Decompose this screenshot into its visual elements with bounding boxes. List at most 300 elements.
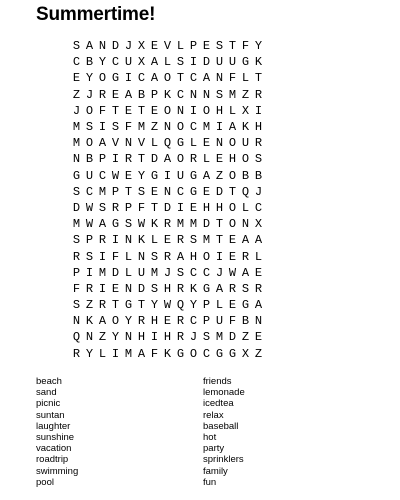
grid-letter: D <box>163 200 172 215</box>
grid-letter: M <box>150 265 159 280</box>
grid-letter: N <box>124 281 133 296</box>
grid-letter: R <box>176 233 185 248</box>
grid-letter: A <box>202 71 211 86</box>
grid-letter: L <box>202 152 211 167</box>
grid-letter: K <box>189 281 198 296</box>
grid-row <box>70 54 330 70</box>
grid-letter: G <box>150 168 159 183</box>
grid-letter: C <box>189 314 198 329</box>
grid-letter: M <box>72 120 81 135</box>
grid-letter: R <box>176 314 185 329</box>
grid-letter: L <box>228 103 237 118</box>
page-title: Summertime! <box>36 4 156 25</box>
grid-letter: H <box>215 200 224 215</box>
grid-letter: F <box>111 249 120 264</box>
grid-letter: F <box>72 281 81 296</box>
grid-letter: X <box>241 346 250 361</box>
grid-letter: I <box>111 233 120 248</box>
grid-letter: S <box>124 217 133 232</box>
grid-letter: N <box>124 136 133 151</box>
grid-letter: T <box>228 39 237 54</box>
grid-row <box>70 281 330 297</box>
grid-letter: C <box>189 265 198 280</box>
grid-letter: Z <box>254 346 263 361</box>
grid-letter: V <box>111 136 120 151</box>
grid-letter: G <box>241 298 250 313</box>
grid-letter: E <box>215 152 224 167</box>
grid-letter: B <box>241 168 250 183</box>
grid-letter: A <box>98 136 107 151</box>
grid-letter: N <box>98 39 107 54</box>
word-list-item: party <box>203 443 225 455</box>
grid-row <box>70 119 330 135</box>
grid-letter: O <box>189 346 198 361</box>
grid-letter: M <box>189 217 198 232</box>
grid-letter: I <box>85 265 94 280</box>
grid-row <box>70 313 330 329</box>
grid-letter: F <box>228 71 237 86</box>
grid-letter: P <box>189 39 198 54</box>
grid-letter: Q <box>241 184 250 199</box>
grid-letter: S <box>137 184 146 199</box>
grid-letter: U <box>215 55 224 70</box>
grid-letter: I <box>98 120 107 135</box>
grid-letter: E <box>163 314 172 329</box>
grid-letter: T <box>215 217 224 232</box>
grid-letter: D <box>150 152 159 167</box>
grid-letter: Z <box>72 87 81 102</box>
grid-letter: G <box>228 346 237 361</box>
word-list-item: suntan <box>36 409 65 421</box>
grid-row <box>70 38 330 54</box>
grid-letter: H <box>137 330 146 345</box>
word-list-item: sand <box>36 387 57 399</box>
grid-letter: H <box>228 152 237 167</box>
grid-letter: R <box>176 281 185 296</box>
grid-letter: O <box>98 71 107 86</box>
grid-letter: O <box>241 152 250 167</box>
grid-letter: R <box>137 314 146 329</box>
grid-letter: Y <box>150 298 159 313</box>
grid-letter: N <box>241 217 250 232</box>
grid-letter: R <box>98 298 107 313</box>
grid-letter: E <box>124 168 133 183</box>
grid-letter: R <box>163 249 172 264</box>
word-list-item: sunshine <box>36 431 75 443</box>
grid-letter: M <box>215 330 224 345</box>
grid-letter: O <box>111 314 120 329</box>
word-list-right <box>203 376 245 488</box>
grid-letter: C <box>85 184 94 199</box>
word-list-item: roadtrip <box>36 454 69 466</box>
word-list-item: vacation <box>36 443 72 455</box>
word-list-item: icedtea <box>203 398 234 410</box>
grid-letter: L <box>241 71 250 86</box>
grid-letter: R <box>98 233 107 248</box>
word-list-item: sprinklers <box>203 454 244 466</box>
grid-letter: C <box>176 87 185 102</box>
grid-letter: I <box>189 55 198 70</box>
grid-letter: O <box>85 136 94 151</box>
grid-letter: D <box>202 217 211 232</box>
grid-letter: O <box>163 103 172 118</box>
grid-letter: Y <box>98 55 107 70</box>
grid-letter: X <box>241 103 250 118</box>
grid-letter: R <box>254 87 263 102</box>
grid-letter: L <box>98 346 107 361</box>
grid-row <box>70 103 330 119</box>
grid-letter: A <box>254 298 263 313</box>
grid-letter: U <box>124 55 133 70</box>
grid-letter: C <box>176 184 185 199</box>
grid-letter: L <box>189 136 198 151</box>
grid-letter: O <box>202 249 211 264</box>
grid-letter: A <box>124 87 133 102</box>
grid-letter: R <box>189 152 198 167</box>
grid-letter: I <box>111 346 120 361</box>
grid-letter: S <box>215 87 224 102</box>
grid-row <box>70 216 330 232</box>
grid-letter: G <box>241 55 250 70</box>
grid-letter: L <box>150 136 159 151</box>
grid-letter: O <box>228 217 237 232</box>
grid-letter: M <box>72 136 81 151</box>
grid-letter: S <box>189 233 198 248</box>
grid-letter: K <box>163 346 172 361</box>
grid-letter: Z <box>241 87 250 102</box>
grid-letter: R <box>228 281 237 296</box>
grid-letter: S <box>85 120 94 135</box>
grid-letter: D <box>137 281 146 296</box>
grid-letter: Y <box>137 168 146 183</box>
grid-letter: T <box>111 103 120 118</box>
grid-letter: M <box>72 217 81 232</box>
grid-letter: Z <box>241 330 250 345</box>
grid-row <box>70 184 330 200</box>
grid-letter: G <box>124 298 133 313</box>
grid-letter: R <box>85 281 94 296</box>
grid-letter: Z <box>98 330 107 345</box>
grid-letter: L <box>215 298 224 313</box>
word-list-item: pool <box>36 476 54 488</box>
grid-letter: R <box>72 249 81 264</box>
word-list-item: fun <box>203 476 217 488</box>
grid-letter: E <box>254 330 263 345</box>
grid-letter: J <box>215 265 224 280</box>
grid-letter: G <box>111 217 120 232</box>
grid-letter: X <box>137 39 146 54</box>
grid-letter: L <box>150 233 159 248</box>
grid-letter: N <box>202 87 211 102</box>
grid-letter: I <box>124 71 133 86</box>
grid-letter: O <box>85 103 94 118</box>
grid-letter: U <box>241 136 250 151</box>
grid-letter: A <box>98 217 107 232</box>
grid-letter: I <box>176 200 185 215</box>
grid-letter: N <box>72 152 81 167</box>
grid-letter: A <box>176 249 185 264</box>
grid-letter: I <box>189 103 198 118</box>
grid-letter: Y <box>85 71 94 86</box>
grid-row <box>70 151 330 167</box>
grid-letter: T <box>176 71 185 86</box>
grid-letter: G <box>176 346 185 361</box>
grid-letter: M <box>202 233 211 248</box>
grid-letter: L <box>163 55 172 70</box>
grid-letter: E <box>189 200 198 215</box>
grid-letter: N <box>176 103 185 118</box>
grid-row <box>70 135 330 151</box>
grid-letter: R <box>254 136 263 151</box>
grid-letter: E <box>202 39 211 54</box>
grid-letter: S <box>111 120 120 135</box>
grid-letter: W <box>163 298 172 313</box>
grid-letter: S <box>72 184 81 199</box>
grid-letter: E <box>150 39 159 54</box>
grid-letter: I <box>215 249 224 264</box>
grid-letter: W <box>137 217 146 232</box>
grid-letter: P <box>72 265 81 280</box>
grid-letter: O <box>176 120 185 135</box>
grid-letter: I <box>98 249 107 264</box>
grid-row <box>70 265 330 281</box>
grid-letter: W <box>85 217 94 232</box>
grid-letter: E <box>111 281 120 296</box>
grid-letter: N <box>215 136 224 151</box>
grid-letter: T <box>254 71 263 86</box>
grid-letter: D <box>111 265 120 280</box>
grid-letter: V <box>163 39 172 54</box>
grid-letter: G <box>72 168 81 183</box>
grid-row <box>70 168 330 184</box>
grid-letter: D <box>72 200 81 215</box>
grid-letter: W <box>228 265 237 280</box>
grid-letter: U <box>228 55 237 70</box>
grid-letter: A <box>241 233 250 248</box>
grid-letter: E <box>228 249 237 264</box>
grid-letter: C <box>189 120 198 135</box>
grid-row <box>70 87 330 103</box>
grid-letter: G <box>189 168 198 183</box>
grid-letter: L <box>254 249 263 264</box>
grid-letter: S <box>72 298 81 313</box>
grid-letter: F <box>98 103 107 118</box>
grid-letter: U <box>176 168 185 183</box>
grid-letter: I <box>150 330 159 345</box>
grid-letter: K <box>241 120 250 135</box>
word-list-item: laughter <box>36 420 71 432</box>
grid-row <box>70 200 330 216</box>
grid-letter: E <box>111 87 120 102</box>
grid-letter: J <box>85 87 94 102</box>
grid-letter: S <box>176 55 185 70</box>
grid-letter: W <box>85 200 94 215</box>
grid-letter: N <box>85 330 94 345</box>
grid-letter: V <box>137 136 146 151</box>
grid-letter: T <box>137 103 146 118</box>
grid-letter: N <box>124 233 133 248</box>
grid-letter: M <box>228 87 237 102</box>
grid-letter: B <box>85 152 94 167</box>
grid-letter: F <box>150 346 159 361</box>
grid-letter: D <box>111 39 120 54</box>
grid-letter: A <box>202 168 211 183</box>
grid-letter: N <box>254 314 263 329</box>
grid-letter: I <box>215 120 224 135</box>
grid-letter: L <box>176 39 185 54</box>
grid-letter: B <box>241 314 250 329</box>
grid-letter: S <box>241 281 250 296</box>
word-list-item: hot <box>203 431 217 443</box>
grid-letter: X <box>254 217 263 232</box>
grid-letter: N <box>124 330 133 345</box>
grid-letter: R <box>124 152 133 167</box>
grid-letter: N <box>215 71 224 86</box>
grid-letter: H <box>189 249 198 264</box>
grid-letter: C <box>189 71 198 86</box>
word-list-item: family <box>203 465 228 477</box>
grid-letter: Y <box>189 298 198 313</box>
grid-letter: S <box>72 39 81 54</box>
grid-letter: T <box>150 200 159 215</box>
grid-letter: A <box>150 71 159 86</box>
grid-letter: T <box>137 298 146 313</box>
grid-letter: O <box>228 168 237 183</box>
grid-row <box>70 232 330 248</box>
grid-letter: R <box>163 217 172 232</box>
grid-letter: C <box>202 265 211 280</box>
grid-letter: H <box>215 103 224 118</box>
grid-letter: L <box>241 200 250 215</box>
grid-letter: K <box>85 314 94 329</box>
letter-grid <box>70 38 330 362</box>
grid-letter: A <box>228 120 237 135</box>
grid-letter: P <box>150 87 159 102</box>
grid-letter: W <box>111 168 120 183</box>
grid-letter: G <box>189 184 198 199</box>
grid-letter: C <box>111 55 120 70</box>
grid-letter: Z <box>85 298 94 313</box>
grid-letter: S <box>176 265 185 280</box>
grid-letter: I <box>163 168 172 183</box>
grid-letter: H <box>254 120 263 135</box>
grid-letter: H <box>150 314 159 329</box>
grid-letter: J <box>72 103 81 118</box>
grid-letter: E <box>202 136 211 151</box>
grid-letter: F <box>241 39 250 54</box>
grid-letter: U <box>215 314 224 329</box>
grid-letter: N <box>163 184 172 199</box>
grid-letter: A <box>215 281 224 296</box>
grid-letter: Y <box>254 39 263 54</box>
grid-letter: S <box>215 39 224 54</box>
grid-letter: E <box>72 71 81 86</box>
grid-letter: A <box>254 233 263 248</box>
grid-letter: B <box>254 168 263 183</box>
grid-letter: G <box>215 346 224 361</box>
grid-letter: Q <box>163 136 172 151</box>
grid-letter: A <box>85 39 94 54</box>
grid-letter: C <box>98 168 107 183</box>
grid-row <box>70 329 330 345</box>
grid-letter: P <box>202 298 211 313</box>
grid-letter: K <box>163 87 172 102</box>
grid-letter: A <box>98 314 107 329</box>
grid-letter: J <box>163 265 172 280</box>
grid-letter: F <box>124 120 133 135</box>
grid-letter: E <box>254 265 263 280</box>
grid-letter: G <box>202 281 211 296</box>
word-list-item: baseball <box>203 420 239 432</box>
grid-letter: N <box>189 87 198 102</box>
grid-letter: E <box>202 184 211 199</box>
grid-letter: U <box>137 265 146 280</box>
grid-letter: I <box>254 103 263 118</box>
grid-letter: X <box>137 55 146 70</box>
grid-letter: Y <box>85 346 94 361</box>
grid-row <box>70 297 330 313</box>
word-list-item: swimming <box>36 465 79 477</box>
grid-letter: S <box>202 330 211 345</box>
grid-letter: O <box>176 152 185 167</box>
grid-letter: R <box>254 281 263 296</box>
grid-letter: P <box>111 184 120 199</box>
grid-letter: K <box>150 217 159 232</box>
grid-letter: A <box>150 55 159 70</box>
grid-letter: K <box>137 233 146 248</box>
grid-letter: M <box>137 120 146 135</box>
grid-letter: R <box>176 330 185 345</box>
grid-letter: H <box>202 200 211 215</box>
grid-letter: T <box>137 152 146 167</box>
grid-letter: R <box>111 200 120 215</box>
grid-letter: O <box>228 136 237 151</box>
grid-letter: I <box>111 152 120 167</box>
grid-letter: E <box>228 233 237 248</box>
grid-row <box>70 248 330 264</box>
grid-letter: C <box>72 55 81 70</box>
grid-letter: D <box>215 184 224 199</box>
word-list-left <box>36 376 78 488</box>
grid-letter: N <box>137 249 146 264</box>
grid-letter: T <box>228 184 237 199</box>
grid-letter: S <box>72 233 81 248</box>
word-list-item: relax <box>203 409 224 421</box>
grid-letter: J <box>254 184 263 199</box>
grid-letter: O <box>163 71 172 86</box>
grid-letter: Y <box>124 314 133 329</box>
grid-letter: T <box>124 184 133 199</box>
grid-letter: R <box>98 87 107 102</box>
grid-letter: U <box>85 168 94 183</box>
grid-letter: A <box>137 346 146 361</box>
grid-letter: F <box>228 314 237 329</box>
grid-letter: B <box>137 87 146 102</box>
grid-letter: T <box>215 233 224 248</box>
grid-letter: I <box>98 281 107 296</box>
grid-letter: M <box>124 346 133 361</box>
grid-letter: R <box>72 346 81 361</box>
word-list-item: lemonade <box>203 387 245 399</box>
grid-letter: Z <box>215 168 224 183</box>
grid-letter: B <box>85 55 94 70</box>
grid-letter: Q <box>72 330 81 345</box>
grid-letter: Z <box>150 120 159 135</box>
grid-letter: H <box>163 281 172 296</box>
grid-letter: A <box>163 152 172 167</box>
grid-letter: E <box>228 298 237 313</box>
grid-letter: L <box>124 249 133 264</box>
